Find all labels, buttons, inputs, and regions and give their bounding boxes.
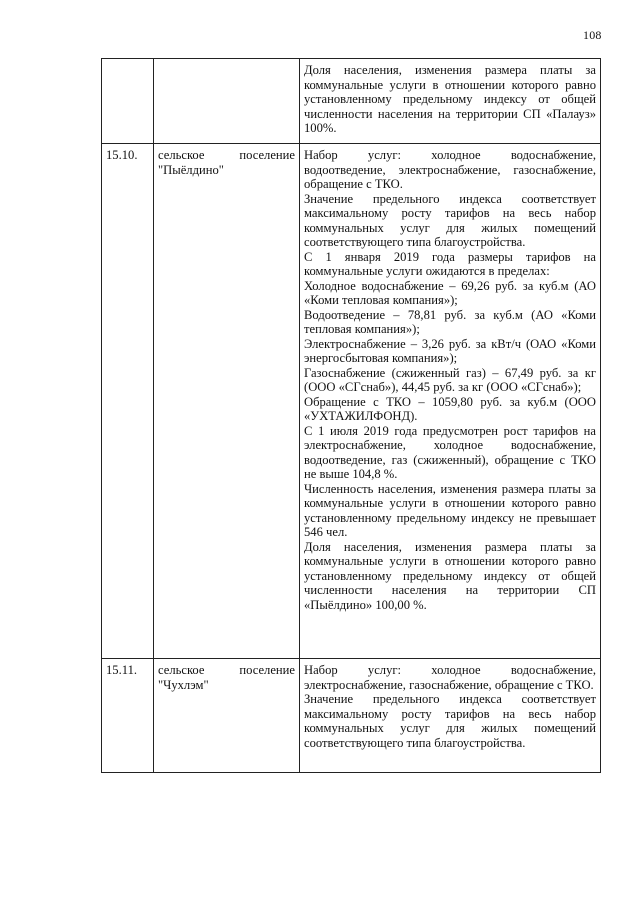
paragraph: Холодное водоснабжение – 69,26 руб. за куб.м (АО «Коми тепловая компания»); [304, 278, 596, 307]
table-row [102, 144, 601, 659]
row-number-cell [102, 59, 154, 144]
paragraph: Набор услуг: холодное водоснабжение, водоотведение, электроснабжение, газоснабжение, обращение с ТКО. [304, 148, 596, 191]
table-row [102, 659, 601, 773]
description-cell [300, 659, 601, 773]
paragraph: Водоотведение – 78,81 руб. за куб.м (АО «Коми тепловая компания»); [304, 307, 596, 336]
settlement-type: сельское поселение [158, 148, 295, 162]
paragraph: С 1 января 2019 года размеры тарифов на коммунальные услуги ожидаются в пределах: [304, 249, 596, 278]
paragraph: Обращение с ТКО – 1059,80 руб. за куб.м (ООО «УХТАЖИЛФОНД). [304, 394, 596, 423]
settlement-name-cell [154, 659, 300, 773]
settlement-name: "Пыёлдино" [158, 162, 224, 177]
paragraph: Доля населения, изменения размера платы за коммунальные услуги в отношении которого равно установленному предельному индексу от общей численности населения на территории СП «Палауз» 100%. [304, 63, 596, 135]
table-row [102, 59, 601, 144]
paragraph: Значение предельного индекса соответствует максимальному росту тарифов на весь набор коммунальных услуг для жилых помещений соответствующего типа благоустройства. [304, 191, 596, 249]
paragraph: Набор услуг: холодное водоснабжение, электроснабжение, газоснабжение, обращение с ТКО. [304, 663, 596, 692]
paragraph: С 1 июля 2019 года предусмотрен рост тарифов на электроснабжение, холодное водоснабжение, водоотведение, газ (сжиженный), обращение с ТКО не выше 104,8 %. [304, 423, 596, 481]
tariff-table [101, 58, 601, 773]
settlement-name-cell [154, 144, 300, 659]
row-number-cell: 15.10. [102, 144, 154, 659]
paragraph: Газоснабжение (сжиженный газ) – 67,49 руб. за кг (ООО «СГснаб»), 44,45 руб. за кг (ООО «СГснаб»); [304, 365, 596, 394]
page-number: 108 [583, 28, 602, 42]
settlement-name-cell [154, 59, 300, 144]
settlement-type: сельское поселение [158, 663, 295, 677]
paragraph: Доля населения, изменения размера платы за коммунальные услуги в отношении которого равно установленному предельному индексу от общей численности населения на территории СП «Пыёлдино» 100,00 %. [304, 539, 596, 612]
paragraph: Значение предельного индекса соответствует максимальному росту тарифов на весь набор коммунальных услуг для жилых помещений соответствующего типа благоустройства. [304, 692, 596, 750]
row-number-cell: 15.11. [102, 659, 154, 773]
paragraph: Электроснабжение – 3,26 руб. за кВт/ч (ОАО «Коми энергосбытовая компания»); [304, 336, 596, 365]
settlement-name: "Чухлэм" [158, 677, 209, 692]
paragraph: Численность населения, изменения размера платы за коммунальные услуги в отношении которого равно установленному предельному индексу не превышает 546 чел. [304, 481, 596, 539]
description-cell [300, 144, 601, 659]
description-cell [300, 59, 601, 144]
